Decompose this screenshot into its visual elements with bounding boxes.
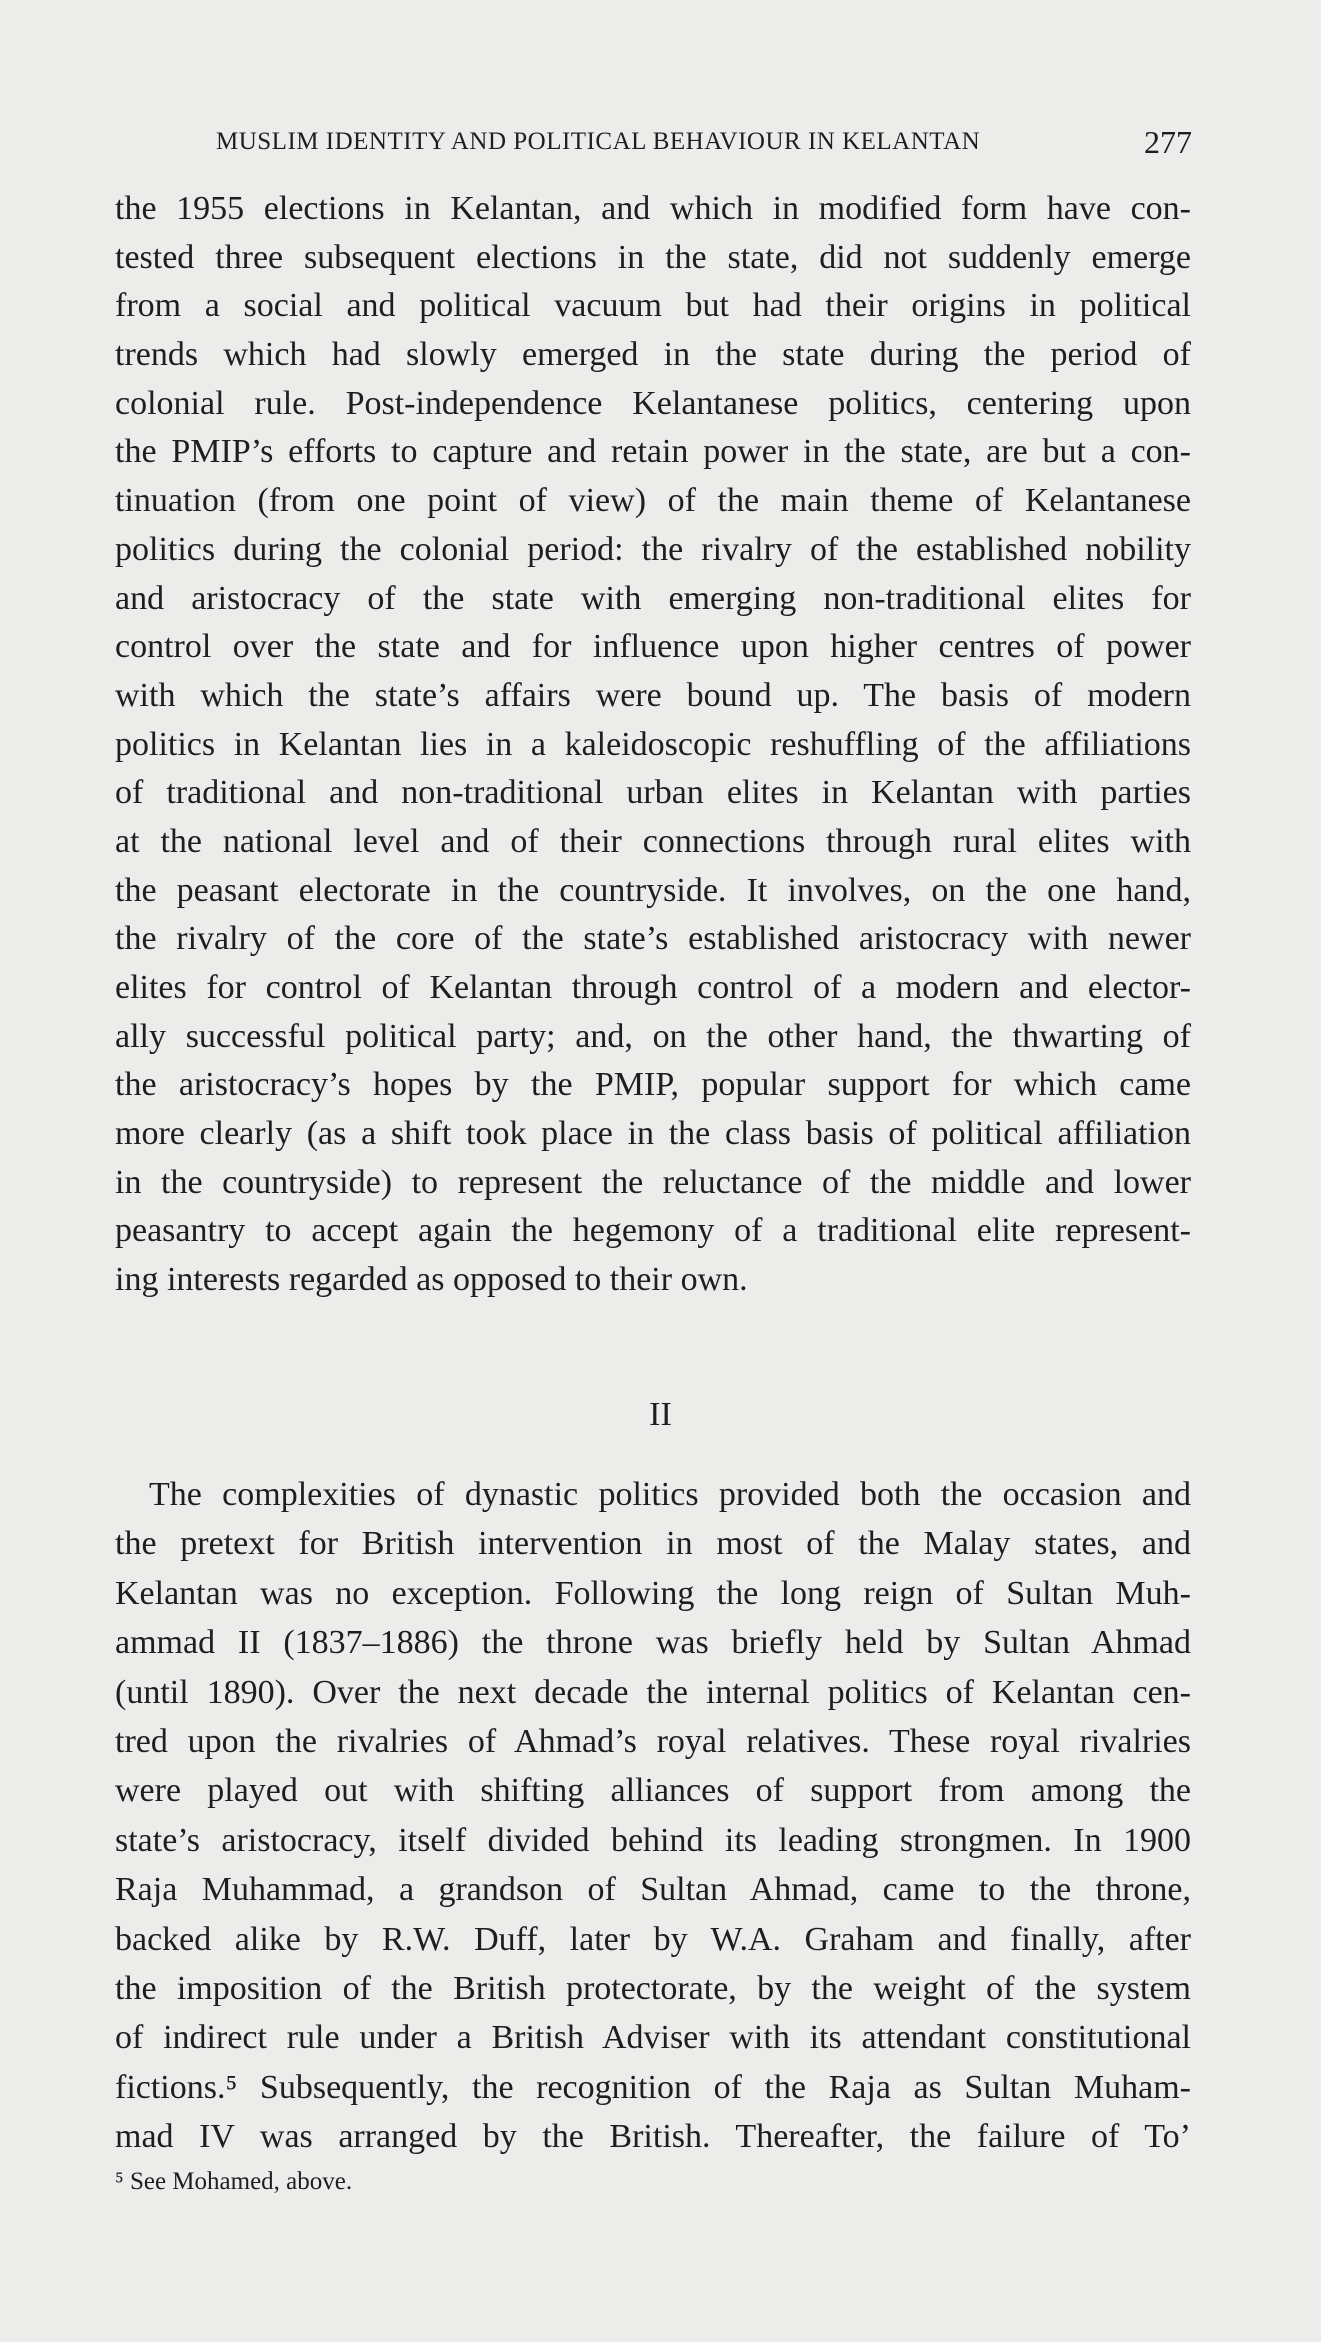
text-line: at the national level and of their connections through rural elites with	[115, 822, 1191, 860]
text-line: tinuation (from one point of view) of the main theme of Kelantanese	[115, 482, 1191, 520]
text-line: the peasant electorate in the countryside. It involves, on the one hand,	[115, 871, 1191, 909]
text-line: colonial rule. Post-independence Kelantanese politics, centering upon	[115, 384, 1191, 422]
text-line: Raja Muhammad, a grandson of Sultan Ahmad, came to the throne,	[115, 1871, 1191, 1909]
text-line: the aristocracy’s hopes by the PMIP, popular support for which came	[115, 1066, 1191, 1104]
text-line: elites for control of Kelantan through control of a modern and elector-	[115, 969, 1191, 1006]
paragraph-1	[115, 185, 1191, 1305]
text-line: tred upon the rivalries of Ahmad’s royal relatives. These royal rivalries	[115, 1722, 1191, 1760]
text-line: from a social and political vacuum but had their origins in political	[115, 287, 1191, 325]
text-line: backed alike by R.W. Duff, later by W.A. Graham and finally, after	[115, 1920, 1191, 1958]
text-line: in the countryside) to represent the reluctance of the middle and lower	[115, 1163, 1191, 1201]
text-line: (until 1890). Over the next decade the internal politics of Kelantan cen-	[115, 1673, 1191, 1711]
text-line: peasantry to accept again the hegemony of a traditional elite represent-	[115, 1212, 1191, 1250]
text-line: with which the state’s affairs were bound up. The basis of modern	[115, 676, 1191, 714]
footnote: ⁵ See Mohamed, above.	[115, 2168, 353, 2195]
section-heading: II	[649, 1396, 672, 1433]
text-line: the PMIP’s efforts to capture and retain power in the state, are but a con-	[115, 433, 1191, 471]
text-line: of traditional and non-traditional urban elites in Kelantan with parties	[115, 774, 1191, 812]
text-line: trends which had slowly emerged in the state during the period of	[115, 336, 1191, 374]
running-title: MUSLIM IDENTITY AND POLITICAL BEHAVIOUR IN KELANTAN	[216, 128, 981, 155]
text-line: politics in Kelantan lies in a kaleidoscopic reshuffling of the affiliations	[115, 725, 1191, 763]
text-line: fictions.⁵ Subsequently, the recognition of the Raja as Sultan Muham-	[115, 2068, 1191, 2106]
text-line: the 1955 elections in Kelantan, and which in modified form have con-	[115, 190, 1191, 227]
text-line: of indirect rule under a British Adviser with its attendant constitutional	[115, 2019, 1191, 2057]
text-line: the pretext for British intervention in most of the Malay states, and	[115, 1525, 1191, 1563]
page-number: 277	[1144, 124, 1192, 160]
text-line: control over the state and for influence upon higher centres of power	[115, 628, 1191, 666]
paragraph-2	[115, 1470, 1191, 2161]
text-line: tested three subsequent elections in the state, did not suddenly emerge	[115, 238, 1191, 276]
text-line: The complexities of dynastic politics provided both the occasion and	[149, 1476, 1191, 1513]
text-line: and aristocracy of the state with emerging non-traditional elites for	[115, 579, 1191, 617]
text-line: the rivalry of the core of the state’s established aristocracy with newer	[115, 920, 1191, 958]
text-line: ammad II (1837–1886) the throne was briefly held by Sultan Ahmad	[115, 1624, 1191, 1662]
text-line: were played out with shifting alliances of support from among the	[115, 1772, 1191, 1810]
text-line: politics during the colonial period: the rivalry of the established nobility	[115, 530, 1191, 568]
text-line: ally successful political party; and, on the other hand, the thwarting of	[115, 1017, 1191, 1055]
text-line: state’s aristocracy, itself divided behind its leading strongmen. In 1900	[115, 1821, 1191, 1859]
text-line: ing interests regarded as opposed to their own.	[115, 1261, 748, 1299]
text-line: more clearly (as a shift took place in the class basis of political affiliation	[115, 1115, 1191, 1153]
text-line: mad IV was arranged by the British. Thereafter, the failure of To’	[115, 2118, 1191, 2156]
text-line: the imposition of the British protectorate, by the weight of the system	[115, 1969, 1191, 2007]
text-line: Kelantan was no exception. Following the long reign of Sultan Muh-	[115, 1574, 1191, 1612]
